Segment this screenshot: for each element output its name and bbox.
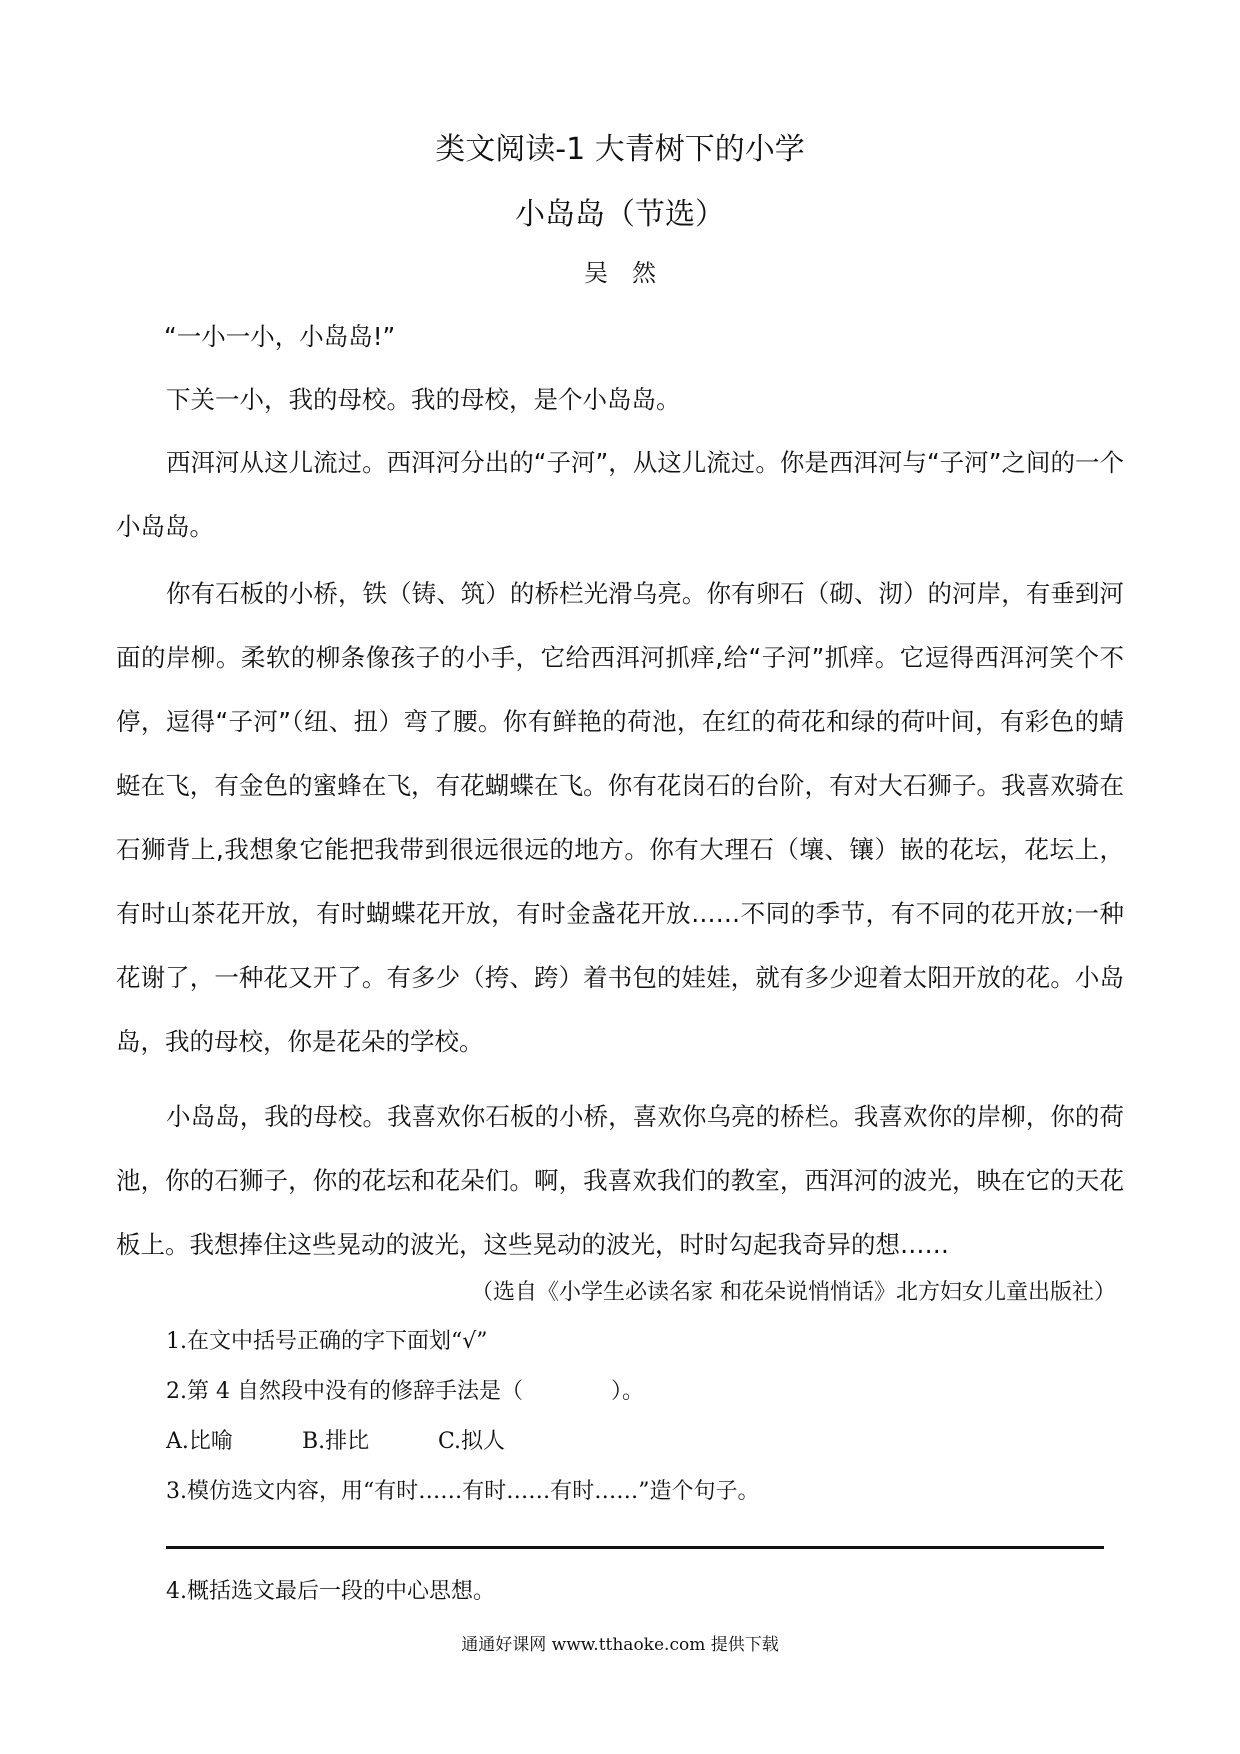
option-b: B.排比 xyxy=(302,1429,370,1454)
question-1: 1.在文中括号正确的字下面划“√” xyxy=(166,1329,488,1354)
paragraph-1: “一小一小，小岛岛!” xyxy=(164,322,396,351)
footer-credit: 通通好课网 www.tthaoke.com 提供下载 xyxy=(461,1635,779,1655)
question-2: 2.第 4 自然段中没有的修辞手法是（ ）。 xyxy=(166,1379,644,1404)
question-2-options xyxy=(166,1424,505,1460)
passage-author: 吴然 xyxy=(584,259,680,287)
passage-title: 小岛岛（节选） xyxy=(515,197,725,232)
question-3: 3.模仿选文内容，用“有时……有时……有时……”造个句子。 xyxy=(166,1479,760,1504)
paragraph-4: 你有石板的小桥，铁（铸、筑）的桥栏光滑乌亮。你有卵石（砌、沏）的河岸，有垂到河面的岸柳。柔软的柳条像孩子的小手，它给西洱河抓痒,给“子河”抓痒。它逗得西洱河笑个不停，逗得“子河”（纽、扭）弯了腰。你有鲜艳的荷池，在红的荷花和绿的荷叶间，有彩色的蜻蜓在飞，有金色的蜜蜂在飞，有花蝴蝶在飞。你有花岗石的台阶，有对大石狮子。我喜欢骑在石狮背上,我想象它能把我带到很远很远的地方。你有大理石（壤、镶）嵌的花坛，花坛上，有时山茶花开放，有时蝴蝶花开放，有时金盏花开放……不同的季节，有不同的花开放;一种花谢了，一种花又开了。有多少（挎、跨）着书包的娃娃，就有多少迎着太阳开放的花。小岛岛，我的母校，你是花朵的学校。 xyxy=(116,579,1124,1056)
answer-line xyxy=(166,1546,1104,1549)
source-citation: （选自《小学生必读名家 和花朵说悄悄话》北方妇女儿童出版社） xyxy=(471,1280,1116,1305)
paragraph-3: 西洱河从这儿流过。西洱河分出的“子河”，从这儿流过。你是西洱河与“子河”之间的一个小岛岛。 xyxy=(116,448,1124,541)
paragraph-5: 小岛岛，我的母校。我喜欢你石板的小桥，喜欢你乌亮的桥栏。我喜欢你的岸柳，你的荷池，你的石狮子，你的花坛和花朵们。啊，我喜欢我们的教室，西洱河的波光，映在它的天花板上。我想捧住这些晃动的波光，这些晃动的波光，时时勾起我奇异的想…… xyxy=(116,1102,1124,1259)
option-a: A.比喻 xyxy=(166,1429,233,1454)
worksheet-title: 类文阅读-1 大青树下的小学 xyxy=(435,132,805,167)
option-c: C.拟人 xyxy=(438,1429,506,1454)
question-4: 4.概括选文最后一段的中心思想。 xyxy=(166,1579,495,1604)
paragraph-2: 下关一小，我的母校。我的母校，是个小岛岛。 xyxy=(166,385,681,414)
